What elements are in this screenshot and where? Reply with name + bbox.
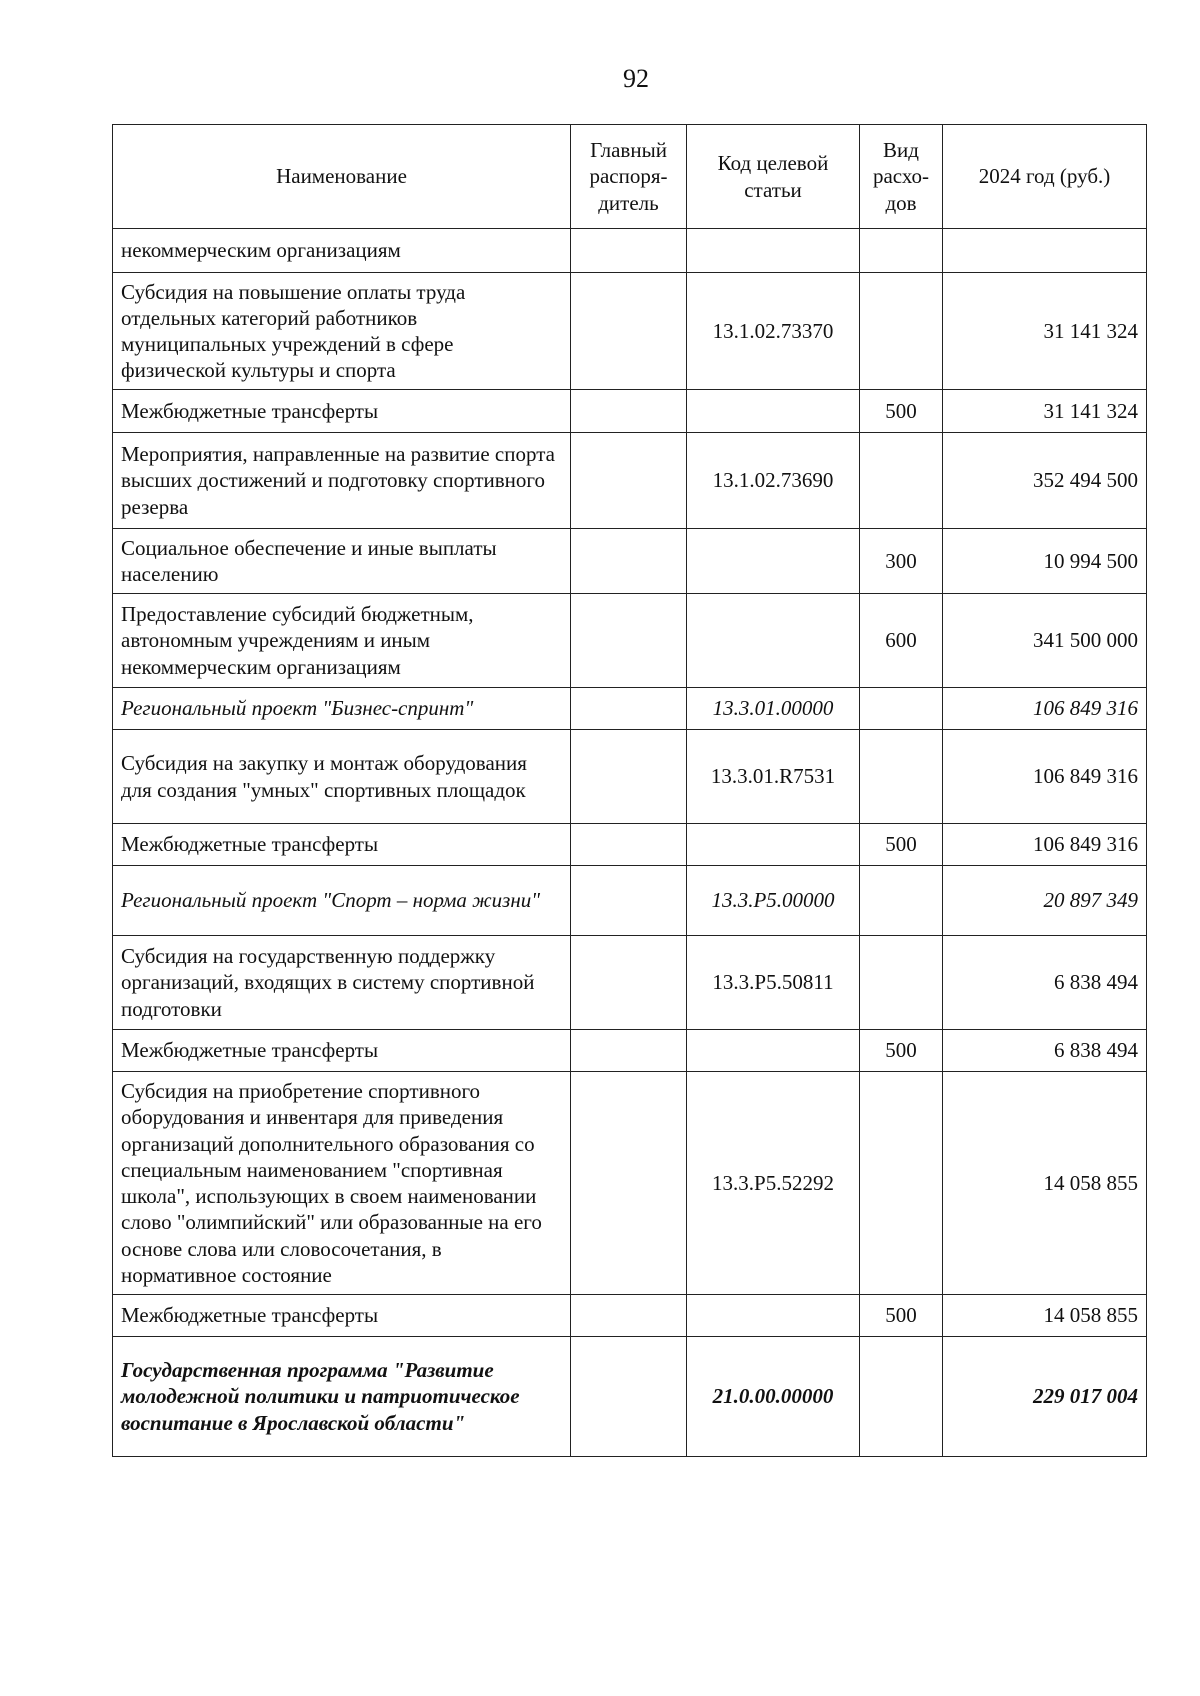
cell-name: Региональный проект "Бизнес-спринт" bbox=[113, 688, 571, 730]
cell-admin bbox=[571, 1337, 687, 1457]
cell-amount: 14 058 855 bbox=[943, 1295, 1147, 1337]
table-header-row bbox=[113, 125, 1147, 229]
table-row bbox=[113, 529, 1147, 594]
table-row bbox=[113, 1337, 1147, 1457]
column-header-name: Наименование bbox=[113, 125, 571, 229]
cell-amount: 6 838 494 bbox=[943, 936, 1147, 1030]
cell-type: 600 bbox=[860, 594, 943, 688]
cell-type bbox=[860, 229, 943, 273]
table-row bbox=[113, 229, 1147, 273]
table-row bbox=[113, 688, 1147, 730]
table-row bbox=[113, 824, 1147, 866]
cell-type: 300 bbox=[860, 529, 943, 594]
cell-amount: 229 017 004 bbox=[943, 1337, 1147, 1457]
cell-code: 13.1.02.73690 bbox=[687, 433, 860, 529]
cell-code: 13.3.01.00000 bbox=[687, 688, 860, 730]
cell-code: 13.3.P5.52292 bbox=[687, 1072, 860, 1295]
cell-amount: 31 141 324 bbox=[943, 273, 1147, 390]
cell-amount: 10 994 500 bbox=[943, 529, 1147, 594]
cell-admin bbox=[571, 273, 687, 390]
cell-name: Региональный проект "Спорт – норма жизни" bbox=[113, 866, 571, 936]
cell-type bbox=[860, 1072, 943, 1295]
cell-admin bbox=[571, 1030, 687, 1072]
cell-type: 500 bbox=[860, 1030, 943, 1072]
cell-name: Социальное обеспечение и иные выплаты населению bbox=[113, 529, 571, 594]
table-row bbox=[113, 1295, 1147, 1337]
cell-name: Межбюджетные трансферты bbox=[113, 1295, 571, 1337]
cell-type: 500 bbox=[860, 824, 943, 866]
table-row bbox=[113, 390, 1147, 433]
cell-admin bbox=[571, 1295, 687, 1337]
cell-code bbox=[687, 594, 860, 688]
cell-name: некоммерческим организациям bbox=[113, 229, 571, 273]
cell-amount: 20 897 349 bbox=[943, 866, 1147, 936]
cell-code bbox=[687, 390, 860, 433]
cell-code: 13.3.01.R7531 bbox=[687, 730, 860, 824]
cell-admin bbox=[571, 730, 687, 824]
cell-amount: 31 141 324 bbox=[943, 390, 1147, 433]
cell-admin bbox=[571, 229, 687, 273]
cell-type: 500 bbox=[860, 390, 943, 433]
column-header-type: Вид расхо-дов bbox=[860, 125, 943, 229]
cell-admin bbox=[571, 390, 687, 433]
cell-admin bbox=[571, 824, 687, 866]
cell-code bbox=[687, 824, 860, 866]
cell-admin bbox=[571, 936, 687, 1030]
cell-code: 21.0.00.00000 bbox=[687, 1337, 860, 1457]
cell-amount: 341 500 000 bbox=[943, 594, 1147, 688]
table-row bbox=[113, 594, 1147, 688]
cell-code bbox=[687, 229, 860, 273]
cell-name: Межбюджетные трансферты bbox=[113, 1030, 571, 1072]
cell-type bbox=[860, 936, 943, 1030]
cell-code bbox=[687, 529, 860, 594]
cell-type bbox=[860, 1337, 943, 1457]
cell-amount: 106 849 316 bbox=[943, 730, 1147, 824]
cell-type bbox=[860, 866, 943, 936]
table-row bbox=[113, 433, 1147, 529]
cell-name: Субсидия на государственную поддержку организаций, входящих в систему спортивной подготовки bbox=[113, 936, 571, 1030]
cell-name: Межбюджетные трансферты bbox=[113, 824, 571, 866]
cell-name: Предоставление субсидий бюджетным, автономным учреждениям и иным некоммерческим организациям bbox=[113, 594, 571, 688]
table-row bbox=[113, 730, 1147, 824]
cell-type bbox=[860, 730, 943, 824]
page-number: 92 bbox=[623, 64, 649, 93]
cell-name: Межбюджетные трансферты bbox=[113, 390, 571, 433]
cell-name: Субсидия на закупку и монтаж оборудования для создания "умных" спортивных площадок bbox=[113, 730, 571, 824]
cell-type: 500 bbox=[860, 1295, 943, 1337]
cell-name: Государственная программа "Развитие молодежной политики и патриотическое воспитание в Ярославской области" bbox=[113, 1337, 571, 1457]
cell-code: 13.3.P5.00000 bbox=[687, 866, 860, 936]
table-body bbox=[113, 229, 1147, 1457]
cell-type bbox=[860, 433, 943, 529]
cell-admin bbox=[571, 1072, 687, 1295]
column-header-amount: 2024 год (руб.) bbox=[943, 125, 1147, 229]
cell-admin bbox=[571, 688, 687, 730]
cell-code: 13.3.P5.50811 bbox=[687, 936, 860, 1030]
cell-amount: 106 849 316 bbox=[943, 824, 1147, 866]
table-row bbox=[113, 1030, 1147, 1072]
cell-admin bbox=[571, 433, 687, 529]
cell-name: Субсидия на приобретение спортивного оборудования и инвентаря для приведения организаций дополнительного образования со специальным наименованием "спортивная школа", использующих в своем наименовании слово "олимпийский" или образованные на его основе слова или словосочетания, в нормативное состояние bbox=[113, 1072, 571, 1295]
column-header-code: Код целевой статьи bbox=[687, 125, 860, 229]
cell-admin bbox=[571, 529, 687, 594]
budget-table bbox=[112, 124, 1147, 1457]
table-row bbox=[113, 936, 1147, 1030]
cell-type bbox=[860, 688, 943, 730]
cell-code bbox=[687, 1030, 860, 1072]
cell-code: 13.1.02.73370 bbox=[687, 273, 860, 390]
cell-code bbox=[687, 1295, 860, 1337]
table-row bbox=[113, 1072, 1147, 1295]
cell-admin bbox=[571, 866, 687, 936]
column-header-admin: Главный распоря-дитель bbox=[571, 125, 687, 229]
cell-amount bbox=[943, 229, 1147, 273]
cell-amount: 14 058 855 bbox=[943, 1072, 1147, 1295]
cell-amount: 106 849 316 bbox=[943, 688, 1147, 730]
table-row bbox=[113, 866, 1147, 936]
cell-name: Мероприятия, направленные на развитие спорта высших достижений и подготовку спортивного резерва bbox=[113, 433, 571, 529]
cell-amount: 352 494 500 bbox=[943, 433, 1147, 529]
cell-name: Субсидия на повышение оплаты труда отдельных категорий работников муниципальных учреждений в сфере физической культуры и спорта bbox=[113, 273, 571, 390]
cell-amount: 6 838 494 bbox=[943, 1030, 1147, 1072]
cell-type bbox=[860, 273, 943, 390]
table-row bbox=[113, 273, 1147, 390]
cell-admin bbox=[571, 594, 687, 688]
